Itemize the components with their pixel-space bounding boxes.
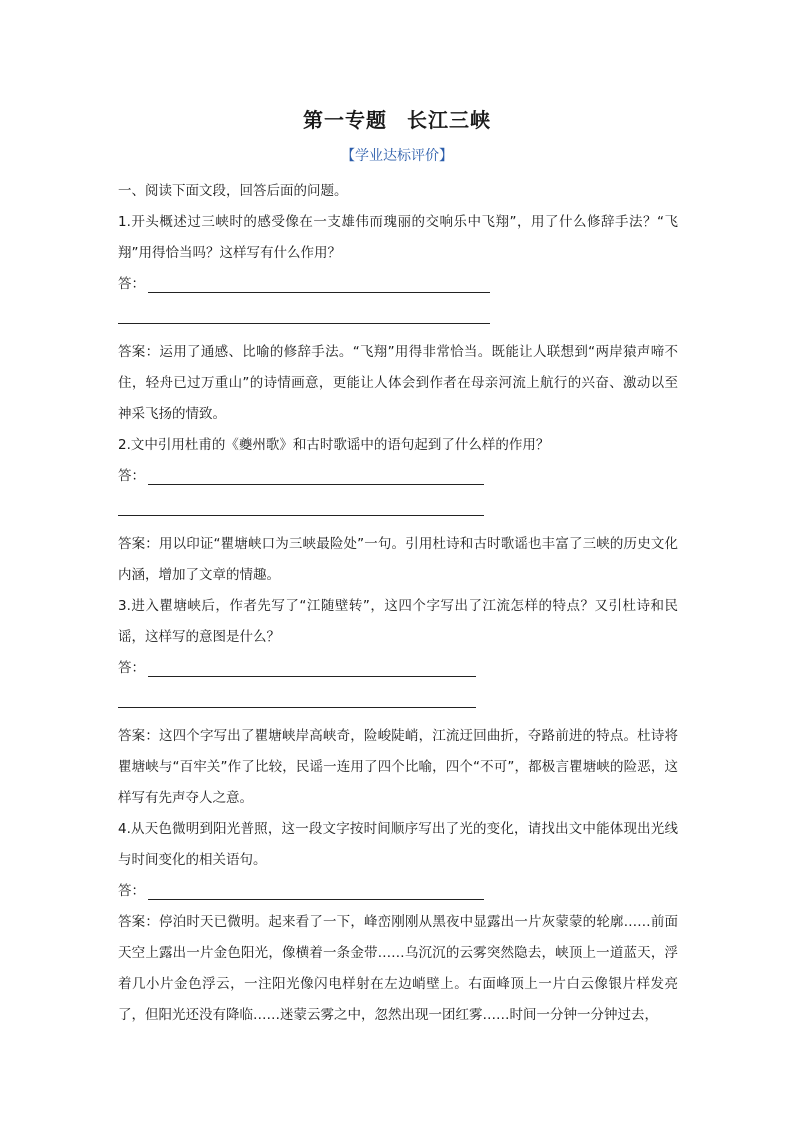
content-body [118, 176, 678, 1031]
answer-blank-line[interactable] [118, 684, 678, 715]
answer-blank-line[interactable] [118, 300, 678, 331]
answer-underline [148, 899, 484, 900]
answer-input-4[interactable] [118, 876, 678, 907]
question-4: 4.从天色微明到阳光普照，这一段文字按时间顺序写出了光的变化，请找出文中能体现出光线与时间变化的相关语句。 [118, 821, 678, 868]
title-main: 第一专题 [303, 108, 387, 132]
answer-underline [148, 484, 484, 485]
section-subtitle: 【学业达标评价】 [341, 148, 453, 164]
page-title [0, 104, 794, 133]
answer-label: 答： [118, 660, 145, 676]
answer-blank-line[interactable] [118, 492, 678, 523]
answer-3: 答案：这四个字写出了瞿塘峡岸高峡奇，险峻陡峭，江流迂回曲折，夺路前进的特点。杜诗将瞿塘峡与“百牢关”作了比较，民谣一连用了四个比喻，四个“不可”，都极言瞿塘峡的险恶，这样写有先声夺人之意。 [118, 728, 678, 806]
title-sub: 长江三峡 [407, 108, 491, 132]
question-3: 3.进入瞿塘峡后，作者先写了“江随壁转”，这四个字写出了江流怎样的特点？又引杜诗和民谣，这样写的意图是什么？ [118, 598, 678, 645]
answer-4: 答案：停泊时天已微明。起来看了一下，峰峦刚刚从黑夜中显露出一片灰蒙蒙的轮廓……前面天空上露出一片金色阳光，像横着一条金带……乌沉沉的云雾突然隐去，峡顶上一道蓝天，浮着几小片金色浮云，一注阳光像闪电样射在左边峭壁上。右面峰顶上一片白云像银片样发亮了，但阳光还没有降临……迷蒙云雾之中，忽然出现一团红雾……时间一分钟一分钟过去， [118, 914, 678, 1023]
answer-input-1[interactable] [118, 269, 678, 300]
answer-input-3[interactable] [118, 653, 678, 684]
section-instruction: 一、阅读下面文段，回答后面的问题。 [118, 183, 348, 199]
question-2: 2.文中引用杜甫的《夔州歌》和古时歌谣中的语句起到了什么样的作用？ [118, 437, 550, 453]
answer-underline [148, 292, 490, 293]
answer-underline [118, 707, 476, 708]
answer-underline [148, 676, 476, 677]
answer-label: 答： [118, 883, 145, 899]
answer-1: 答案：运用了通感、比喻的修辞手法。“飞翔”用得非常恰当。既能让人联想到“两岸猿声啼不住，轻舟已过万重山”的诗情画意，更能让人体会到作者在母亲河流上航行的兴奋、激动以至神采飞扬的情致。 [118, 344, 678, 422]
answer-2: 答案：用以印证“瞿塘峡口为三峡最险处”一句。引用杜诗和古时歌谣也丰富了三峡的历史文化内涵，增加了文章的情趣。 [118, 536, 678, 583]
answer-label: 答： [118, 468, 145, 484]
answer-underline [118, 323, 490, 324]
answer-input-2[interactable] [118, 461, 678, 492]
answer-underline [118, 515, 484, 516]
answer-label: 答： [118, 276, 145, 292]
question-1: 1.开头概述过三峡时的感受像在一支雄伟而瑰丽的交响乐中飞翔”，用了什么修辞手法？“飞翔”用得恰当吗？这样写有什么作用？ [118, 214, 678, 261]
